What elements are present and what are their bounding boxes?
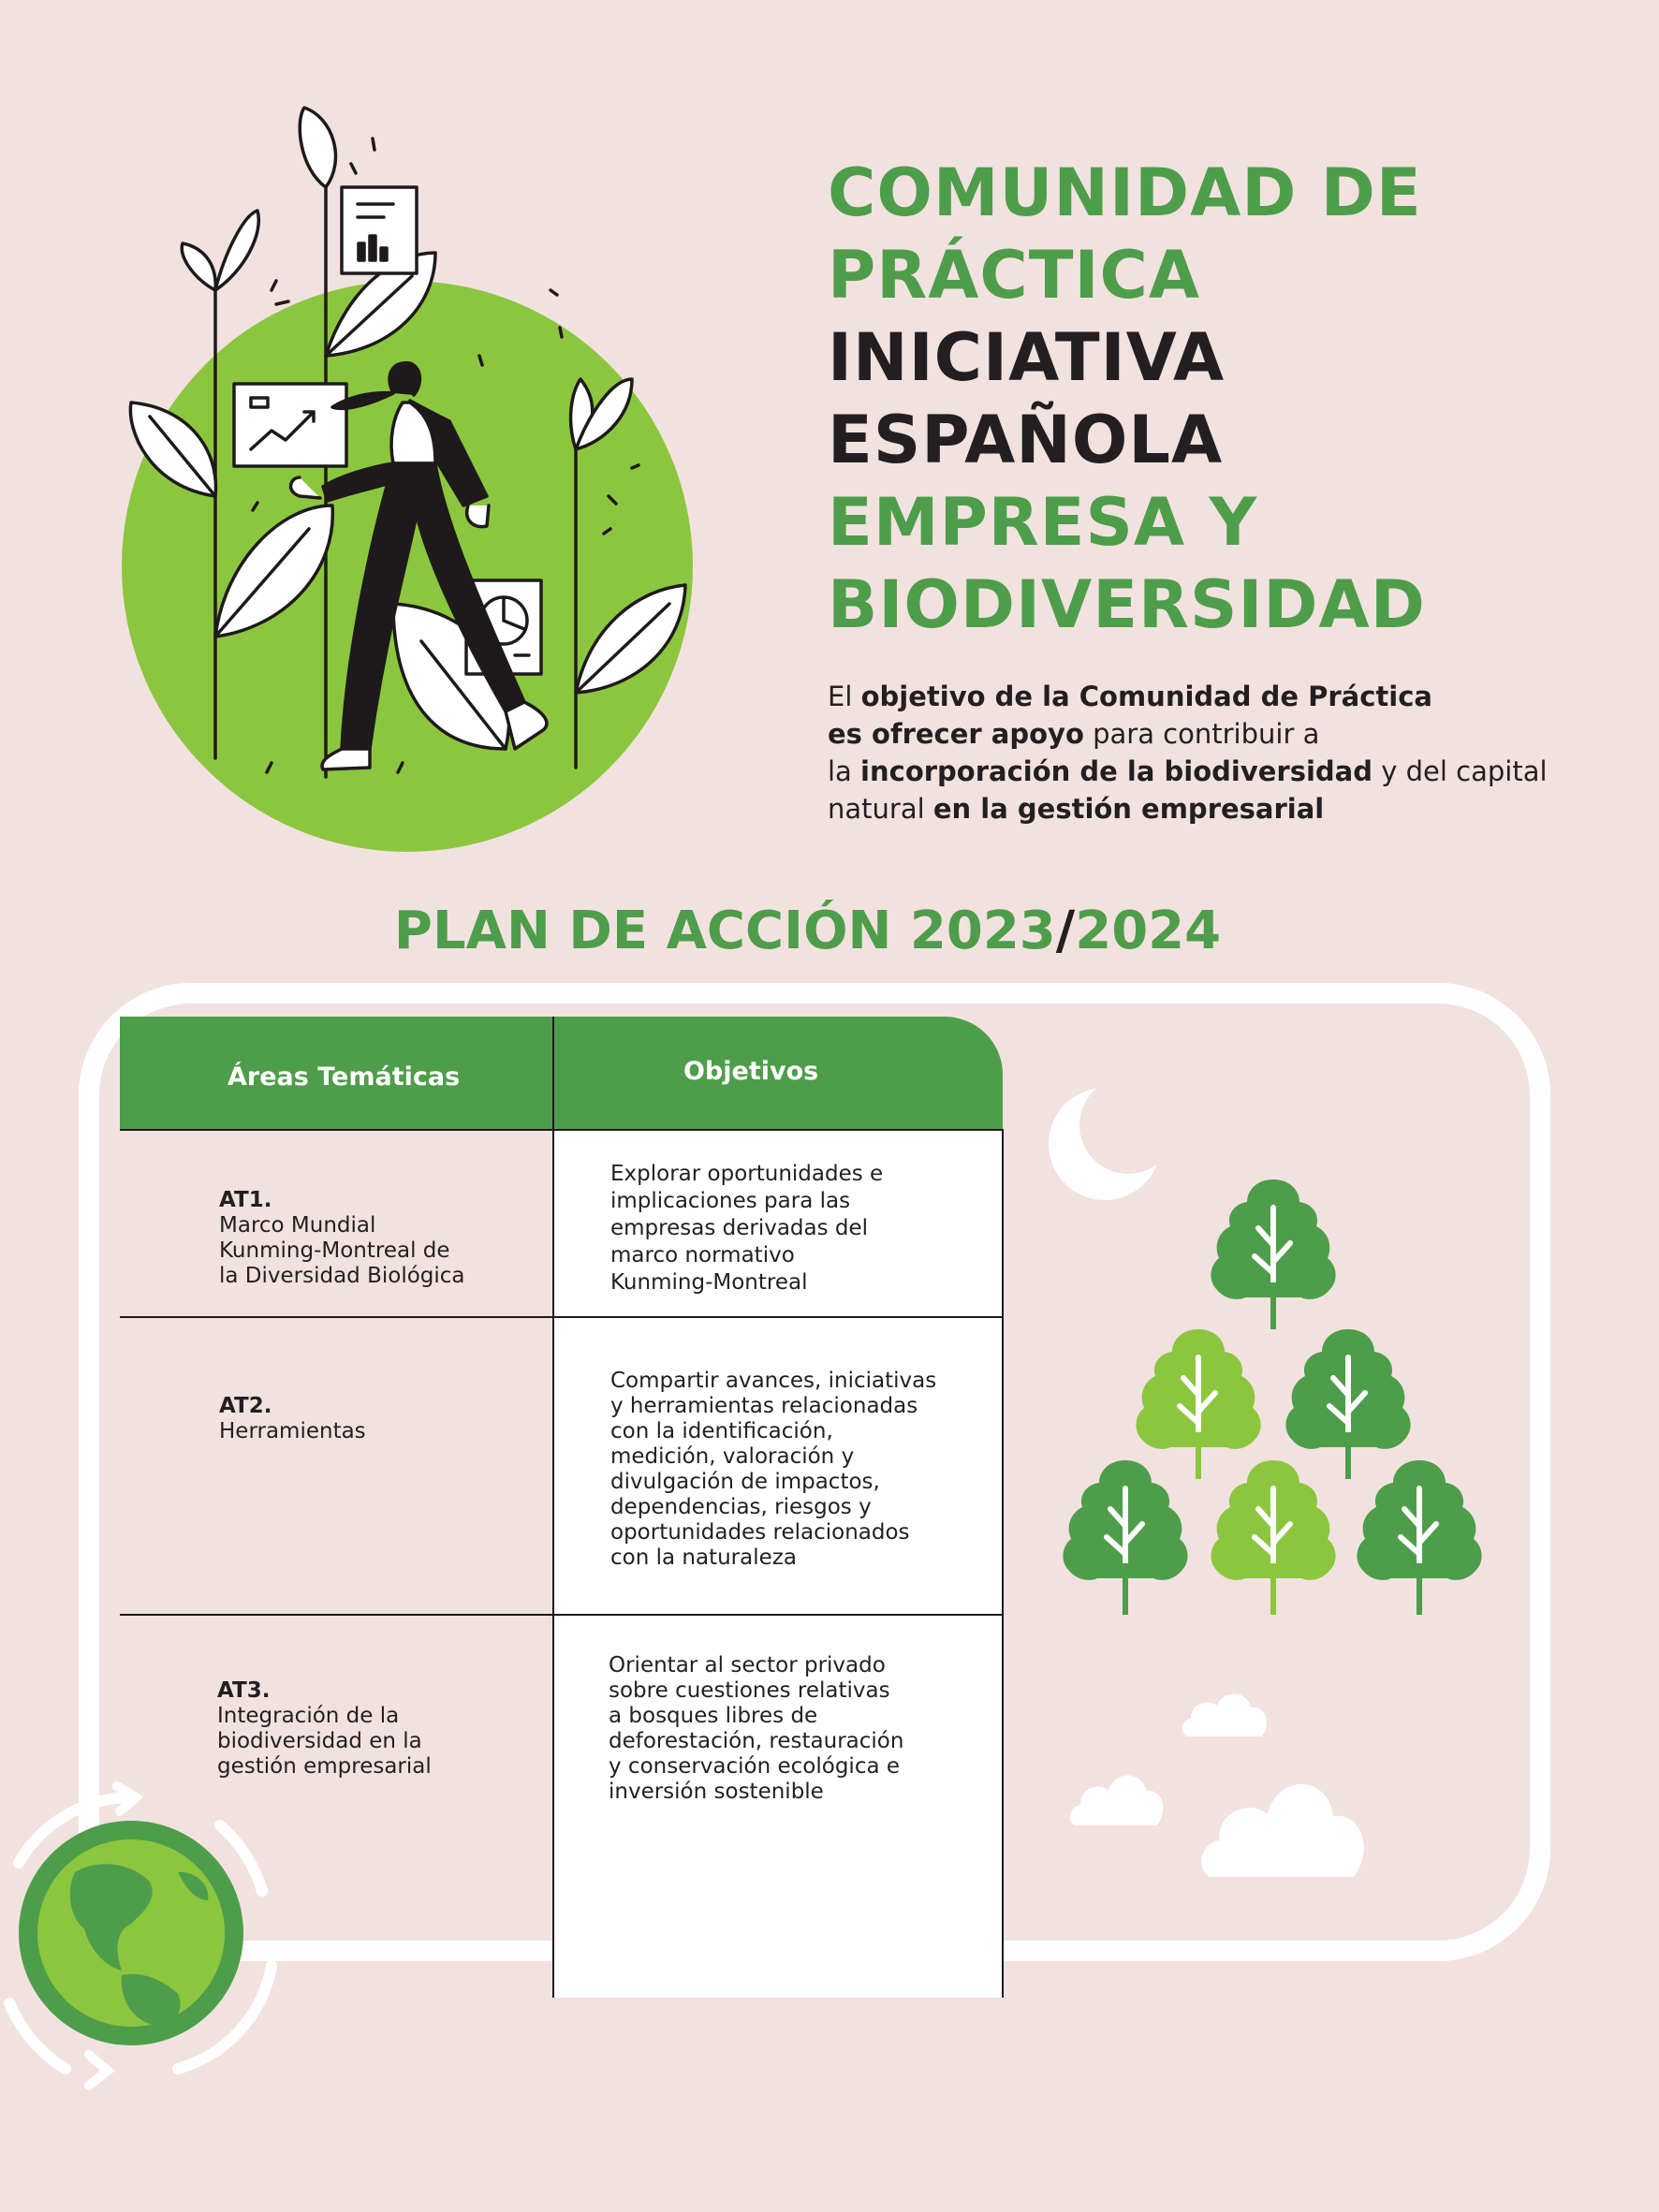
intro-text: El xyxy=(828,681,861,712)
cloud-icon xyxy=(1067,1765,1170,1830)
title-line-5: EMPRESA Y xyxy=(828,484,1258,561)
intro-bold: objetivo de la Comunidad de Práctica xyxy=(860,681,1432,712)
column-divider xyxy=(552,1129,554,1998)
tree-group-icon xyxy=(1049,1161,1498,1629)
row-divider xyxy=(120,1316,1003,1318)
area-name: Herramientas xyxy=(219,1419,366,1443)
title-line-2: PRÁCTICA xyxy=(828,237,1201,314)
plan-label: PLAN DE ACCIÓN 2023 xyxy=(393,901,1056,961)
area-code: AT3. xyxy=(217,1678,271,1703)
title-line-3: INICIATIVA xyxy=(828,319,1226,396)
plan-year: 2024 xyxy=(1075,901,1222,961)
intro-text: la xyxy=(828,755,861,787)
intro-bold: incorporación de la biodiversidad xyxy=(860,755,1373,787)
cloud-icon xyxy=(1180,1685,1273,1741)
area-name: Integración de la biodiversidad en la gestión empresarial xyxy=(217,1704,432,1779)
intro-bold: en la gestión empresarial xyxy=(932,793,1325,825)
row-divider xyxy=(120,1614,1003,1616)
table-row-area xyxy=(219,1369,366,1444)
intro-bold: es ofrecer apoyo xyxy=(828,718,1084,750)
table-header xyxy=(120,1017,1003,1129)
table-row-area xyxy=(217,1653,432,1780)
cloud-icon xyxy=(1197,1760,1374,1882)
table-row-objective: Explorar oportunidades e implicaciones para las empresas derivadas del marco normativo Kunming-Montreal xyxy=(610,1162,884,1295)
intro-text: para contribuir a xyxy=(1083,718,1320,750)
table-row-objective: Compartir avances, iniciativas y herramientas relacionadas con la identificación, medición, valoración y divulgación de impactos, dependencias, riesgos y oportunidades relacionados con la naturaleza xyxy=(610,1369,937,1570)
area-code: AT2. xyxy=(219,1394,272,1418)
globe-recycle-icon xyxy=(0,1769,300,2097)
plan-title xyxy=(0,899,1615,964)
header-areas: Áreas Temáticas xyxy=(228,1062,461,1091)
hero-illustration xyxy=(112,94,712,880)
plan-slash: / xyxy=(1055,901,1076,961)
row-divider xyxy=(120,1129,1003,1131)
header-divider xyxy=(552,1017,554,1129)
intro-paragraph xyxy=(828,678,1633,828)
header-objectives: Objetivos xyxy=(683,1057,819,1086)
table-row-objective: Orientar al sector privado sobre cuestiones relativas a bosques libres de deforestación, restauración y conservación ecológica e inversión sostenible xyxy=(609,1653,904,1804)
table-row-area xyxy=(219,1163,465,1289)
title-line-1: COMUNIDAD DE xyxy=(828,154,1422,231)
area-name: Marco Mundial Kunming-Montreal de la Diversidad Biológica xyxy=(219,1213,465,1288)
intro-text: natural xyxy=(828,793,933,825)
intro-text: y del capital xyxy=(1373,755,1548,787)
title-line-4: ESPAÑOLA xyxy=(828,402,1224,478)
area-code: AT1. xyxy=(219,1188,272,1212)
title-line-6: BIODIVERSIDAD xyxy=(828,566,1426,643)
